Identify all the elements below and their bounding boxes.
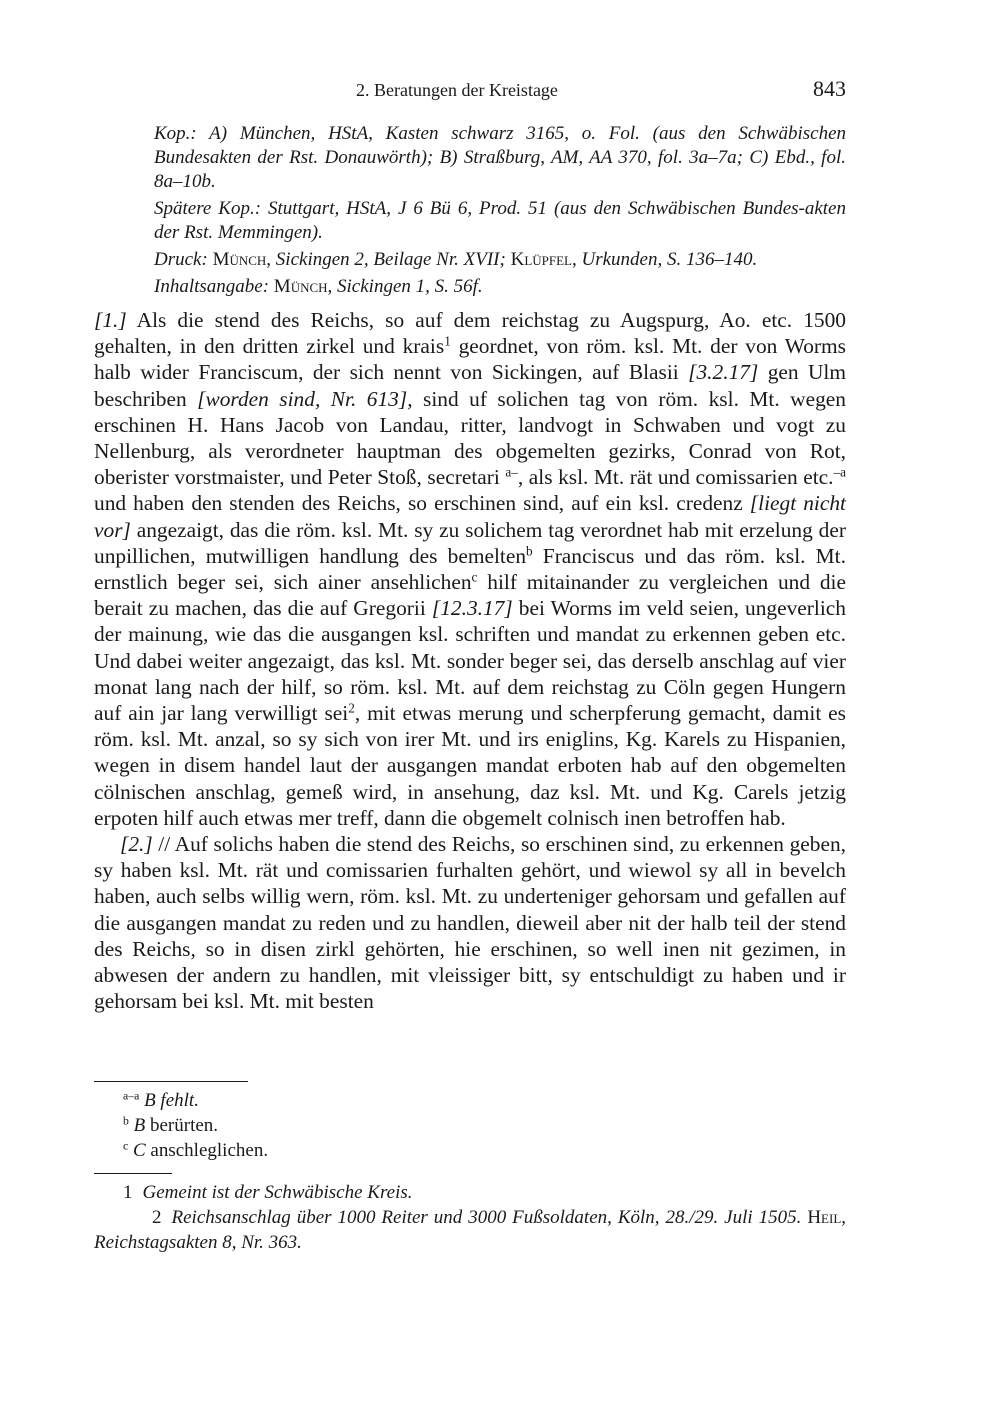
variant-ref: a–: [505, 464, 518, 480]
running-title: 2. Beratungen der Kreistage: [356, 80, 558, 100]
variant-ref: b: [526, 543, 533, 559]
main-text: [94, 307, 846, 1014]
variants-rule: [94, 1081, 248, 1082]
footnotes: [94, 1180, 846, 1255]
footnote-ref: 2: [348, 700, 355, 716]
source-description: [154, 122, 846, 302]
variant-ref: c: [471, 569, 478, 585]
editorial-note: [liegt nicht vor]: [94, 491, 846, 542]
footnote-1: 1 Gemeint ist der Schwäbische Kreis.: [123, 1182, 413, 1203]
variant-note: $^c$ C anschleglichen.: [123, 1139, 269, 1161]
footnotes-rule: [94, 1173, 172, 1174]
source-kop-2: Spätere Kop.: Stuttgart, HStA, J 6 Bü 6, Prod. 51 (aus den Schwäbischen Bundes-akten der Rst. Memmingen).: [154, 198, 846, 243]
page-header: [94, 78, 846, 108]
paragraph-marker: [2.]: [120, 832, 153, 857]
source-druck: Druck: Münch, Sickingen 2, Beilage Nr. XVII; Klüpfel, Urkunden, S. 136–140.: [154, 249, 758, 270]
variant-ref: –a: [833, 464, 846, 480]
editorial-note: [worden sind, Nr. 613],: [197, 386, 413, 411]
source-kop-1: Kop.: A) München, HStA, Kasten schwarz 3165, o. Fol. (aus den Schwäbischen Bundesakten der Rst. Donauwörth); B) Straßburg, AM, AA 370, fol. 3a–7a; C) Ebd., fol. 8a–10b.: [154, 123, 846, 192]
editorial-date: [3.2.17]: [688, 360, 759, 385]
editorial-date: [12.3.17]: [431, 596, 513, 621]
footnote-ref: 1: [444, 333, 451, 349]
paragraph-2: [2.] // Auf solichs haben die stend des Reichs, so erschinen sind, zu erkennen geben, sy haben ksl. Mt. rät und comissarien furhalten gehört, und wiewol sy all in bevelch haben, auch selbs willig wern, röm. ksl. Mt. zu underteniger gehorsam und gefallen auf die ausgangen mandat zu reden und zu handlen, dieweil aber nit der halb teil der stend des Reichs, so in disen zirkl gehörten, hie erschinen, so well inen nit gezimen, in abwesen der andern zu handlen, mit vleissiger bitt, sy entschuldigt zu haben und ir gehorsam bei ksl. Mt. mit besten: [94, 832, 846, 1014]
paragraph-marker: [1.]: [94, 308, 127, 332]
footnote-2: 2 Reichsanschlag über 1000 Reiter und 3000 Fußsoldaten, Köln, 28./29. Juli 1505. Heil, Reichstagsakten 8, Nr. 363.: [94, 1207, 847, 1253]
variant-note: $^{a-a}$ B fehlt.: [123, 1089, 199, 1111]
paragraph-1: [1.] Als die stend des Reichs, so auf dem reichstag zu Augspurg, Ao. etc. 1500 gehalten, in den dritten zirkel und krais$^1$ geordnet, von röm. ksl. Mt. der von Worms halb wider Franciscum, der sich nennt von Sickingen, auf Blasii [3.2.17] gen Ulm beschriben [worden sind, Nr. 613], sind uf solichen tag von röm. ksl. Mt. wegen erschinen H. Hans Jacob von Landau, ritter, landvogt in Schwaben und vogt zu Nellenburg, als verordneter hauptman des obgemelten gezirks, Conrad von Rot, oberister vorstmaister, und Peter Stoß, secretari $^{a-}$, als ksl. Mt. rät und comissarien etc.$^{-a}$ und haben den stenden des Reichs, so erschinen sind, auf ein ksl. credenz [liegt nicht vor] angezaigt, das die röm. ksl. Mt. sy zu solichem tag verordnet hab mit erzelung der unpillichen, mutwilligen handlung des bemelten$^b$ Franciscus und das röm. ksl. Mt. ernstlich beger sei, sich ainer ansehlichen$^c$ hilf mitainander zu vergleichen und die berait zu machen, das die auf Gregorii [12.3.17] bei Worms im veld seien, ungeverlich der mainung, wie das die ausgangen ksl. schriften und mandat zu erkennen geben etc. Und dabei weiter angezaigt, das ksl. Mt. sonder beger sei, das derselb anschlag auf vier monat lang nach der hilf, so röm. ksl. Mt. auf dem reichstag zu Cöln gegen Hungern auf ain jar lang verwilligt sei$^2$, mit etwas merung und scherpferung gemacht, damit es röm. ksl. Mt. anzal, so sy sich von irer Mt. und irs eniglins, Kg. Karels zu Hispanien, wegen in disem handel laut der ausgangen mandat erboten hab auf den obgemelten cölnischen anschlag, gemeß wird, in ansehung, daz ksl. Mt. und Kg. Carels jetzig erpoten hilf auch etwas mer treff, dann die obgemelt colnisch inen betroffen hab.: [94, 308, 847, 830]
variant-apparatus: [94, 1088, 846, 1163]
page-number: 843: [813, 76, 846, 101]
source-inhaltsangabe: Inhaltsangabe: Münch, Sickingen 1, S. 56f.: [154, 276, 483, 297]
variant-note: $^b$ B berürten.: [123, 1114, 219, 1136]
